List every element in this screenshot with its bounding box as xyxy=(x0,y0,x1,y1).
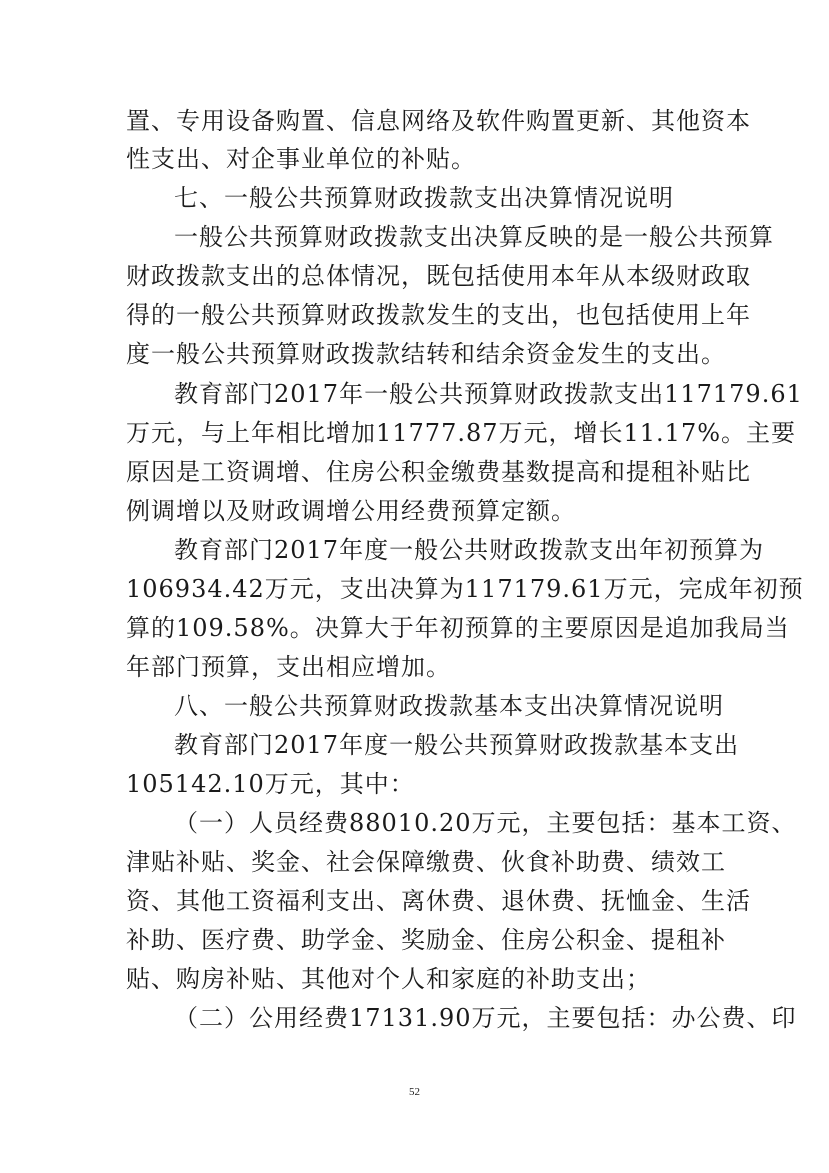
section-heading-8: 八、一般公共预算财政拨款基本支出决算情况说明 xyxy=(174,692,724,720)
page-number: 52 xyxy=(409,1086,420,1098)
text-line-19: （一）人员经费88010.20万元，主要包括：基本工资、 xyxy=(174,809,797,837)
text-line-11: 例调增以及财政调增公用经费预算定额。 xyxy=(126,497,576,525)
text-line-6: 得的一般公共预算财政拨款发生的支出，也包括使用上年 xyxy=(126,301,751,329)
text-line-17: 教育部门2017年度一般公共预算财政拨款基本支出 xyxy=(174,731,740,759)
text-line-13: 106934.42万元，支出决算为117179.61万元，完成年初预 xyxy=(126,575,804,603)
text-line-7: 度一般公共预算财政拨款结转和结余资金发生的支出。 xyxy=(126,340,726,368)
text-line-5: 财政拨款支出的总体情况，既包括使用本年从本级财政取 xyxy=(126,262,751,290)
text-line-18: 105142.10万元，其中： xyxy=(126,770,415,798)
text-line-4: 一般公共预算财政拨款支出决算反映的是一般公共预算 xyxy=(174,223,774,251)
text-line-2: 性支出、对企事业单位的补贴。 xyxy=(126,145,476,173)
text-line-9: 万元，与上年相比增加11777.87万元，增长11.17%。主要 xyxy=(126,419,797,447)
text-line-23: 贴、购房补贴、其他对个人和家庭的补助支出； xyxy=(126,965,651,993)
text-line-22: 补助、医疗费、助学金、奖励金、住房公积金、提租补 xyxy=(126,926,726,954)
text-line-12: 教育部门2017年度一般公共财政拨款支出年初预算为 xyxy=(174,536,765,564)
section-heading-7: 七、一般公共预算财政拨款支出决算情况说明 xyxy=(174,184,674,212)
text-line-1: 置、专用设备购置、信息网络及软件购置更新、其他资本 xyxy=(126,107,751,135)
text-line-20: 津贴补贴、奖金、社会保障缴费、伙食补助费、绩效工 xyxy=(126,848,726,876)
text-line-21: 资、其他工资福利支出、离休费、退休费、抚恤金、生活 xyxy=(126,887,751,915)
text-line-24: （二）公用经费17131.90万元，主要包括：办公费、印 xyxy=(174,1004,797,1032)
text-line-14: 算的109.58%。决算大于年初预算的主要原因是追加我局当 xyxy=(126,614,790,642)
text-line-10: 原因是工资调增、住房公积金缴费基数提高和提租补贴比 xyxy=(126,458,751,486)
text-line-8: 教育部门2017年一般公共预算财政拨款支出117179.61 xyxy=(174,380,803,408)
text-line-15: 年部门预算，支出相应增加。 xyxy=(126,653,451,681)
